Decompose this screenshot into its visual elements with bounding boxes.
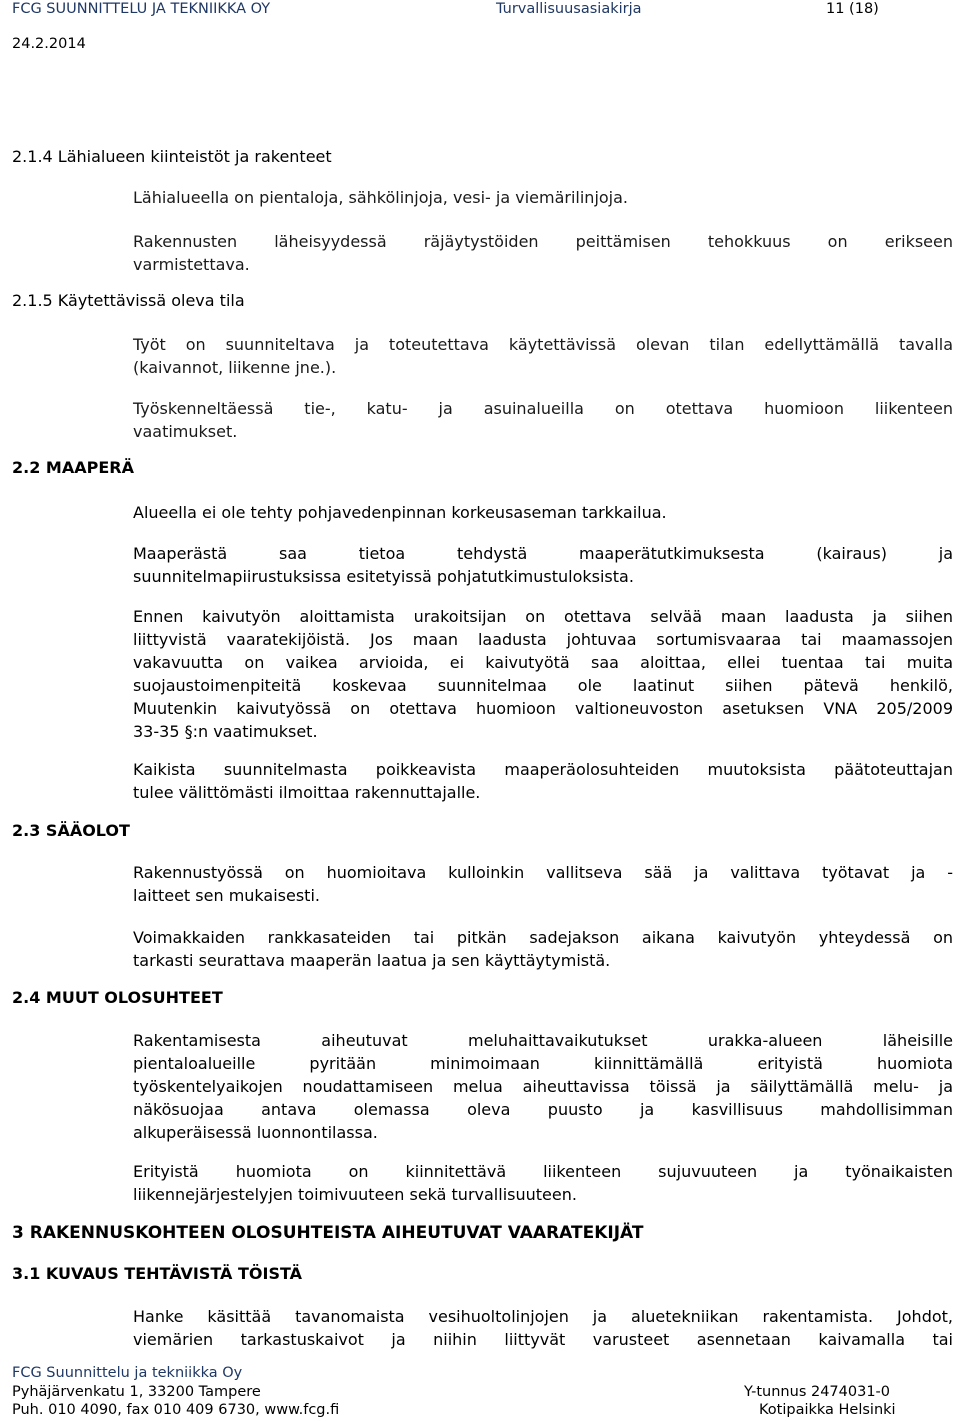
header-page-number: 11 (18) — [826, 1, 879, 17]
heading-3-1: 3.1 KUVAUS TEHTÄVISTÄ TÖISTÄ — [12, 1264, 303, 1283]
heading-3: 3 RAKENNUSKOHTEEN OLOSUHTEISTA AIHEUTUVAT VAARATEKIJÄT — [12, 1223, 644, 1243]
paragraph-2-2-d: Kaikista suunnitelmasta poikkeavista maaperäolosuhteiden muutoksista päätoteuttajan tulee välittömästi ilmoittaa rakennuttajalle. — [133, 760, 953, 802]
paragraph-2-1-5-a: Työt on suunniteltava ja toteutettava käytettävissä olevan tilan edellyttämällä tavalla (kaivannot, liikenne jne.). — [133, 335, 953, 377]
header-company: FCG SUUNNITTELU JA TEKNIIKKA OY — [12, 1, 271, 17]
paragraph-3-1-a: Hanke käsittää tavanomaista vesihuoltolinjojen ja aluetekniikan rakentamista. Johdot, viemärien tarkastuskaivot ja niihin liittyvät varusteet asennetaan kaivamalla tai — [133, 1307, 953, 1349]
footer-contact: Puh. 010 4090, fax 010 409 6730, www.fcg.fi — [12, 1402, 340, 1418]
paragraph-2-2-a: Alueella ei ole tehty pohjavedenpinnan korkeusaseman tarkkailua. — [133, 503, 667, 522]
paragraph-2-1-4-a: Lähialueella on pientaloja, sähkölinjoja, vesi- ja viemärilinjoja. — [133, 188, 629, 207]
paragraph-2-4-a: Rakentamisesta aiheutuvat meluhaittavaikutukset urakka-alueen läheisille pientaloalueille pyritään minimoimaan kiinnittämällä erityistä huomiota työskentelyaikojen noudattamiseen melua aiheuttavissa töissä ja säilyttämällä melu- ja näkösuojaa antava olemassa oleva puusto ja kasvillisuus mahdollisimman alkuperäisessä luonnontilassa. — [133, 1031, 953, 1142]
paragraph-2-3-a: Rakennustyössä on huomioitava kulloinkin vallitseva sää ja valittava työtavat ja - laitteet sen mukaisesti. — [133, 863, 953, 905]
heading-2-1-4: 2.1.4 Lähialueen kiinteistöt ja rakenteet — [12, 147, 332, 166]
heading-2-4: 2.4 MUUT OLOSUHTEET — [12, 988, 223, 1007]
heading-2-2: 2.2 MAAPERÄ — [12, 458, 134, 477]
paragraph-2-3-b: Voimakkaiden rankkasateiden tai pitkän sadejakson aikana kaivutyön yhteydessä on tarkasti seurattava maaperän laatua ja sen käyttäytymistä. — [133, 928, 953, 970]
paragraph-2-1-4-b: Rakennusten läheisyydessä räjäytystöiden peittämisen tehokkuus on erikseen varmistettava. — [133, 232, 953, 274]
header-date: 24.2.2014 — [12, 36, 86, 52]
paragraph-2-4-b: Erityistä huomiota on kiinnitettävä liikenteen sujuvuuteen ja työnaikaisten liikennejärjestelyjen toimivuuteen sekä turvallisuuteen. — [133, 1162, 953, 1204]
footer-business-id: Y-tunnus 2474031-0 — [744, 1384, 891, 1400]
heading-2-1-5: 2.1.5 Käytettävissä oleva tila — [12, 291, 245, 310]
header-doc-title: Turvallisuusasiakirja — [496, 1, 642, 17]
footer-company: FCG Suunnittelu ja tekniikka Oy — [12, 1365, 243, 1381]
heading-2-3: 2.3 SÄÄOLOT — [12, 821, 130, 840]
paragraph-2-2-c: Ennen kaivutyön aloittamista urakoitsijan on otettava selvää maan laadusta ja siihen liittyvistä vaaratekijöistä. Jos maan laadusta johtuvaa sortumisvaaraa tai maamassojen vakavuutta on vaikea arvioida, ei kaivutyötä saa aloittaa, ellei tuentaa tai muita suojaustoimenpiteitä koskevaa suunnitelmaa ole laatinut siihen pätevä henkilö, Muutenkin kaivutyössä on otettava huomioon valtioneuvoston asetuksen VNA 205/2009 33-35 §:n vaatimukset. — [133, 607, 953, 741]
footer-domicile: Kotipaikka Helsinki — [759, 1402, 896, 1418]
paragraph-2-2-b: Maaperästä saa tietoa tehdystä maaperätutkimuksesta (kairaus) ja suunnitelmapiirustuksissa esitetyissä pohjatutkimustuloksista. — [133, 544, 953, 586]
footer-address: Pyhäjärvenkatu 1, 33200 Tampere — [12, 1384, 261, 1400]
paragraph-2-1-5-b: Työskenneltäessä tie-, katu- ja asuinalueilla on otettava huomioon liikenteen vaatimukset. — [133, 399, 953, 441]
